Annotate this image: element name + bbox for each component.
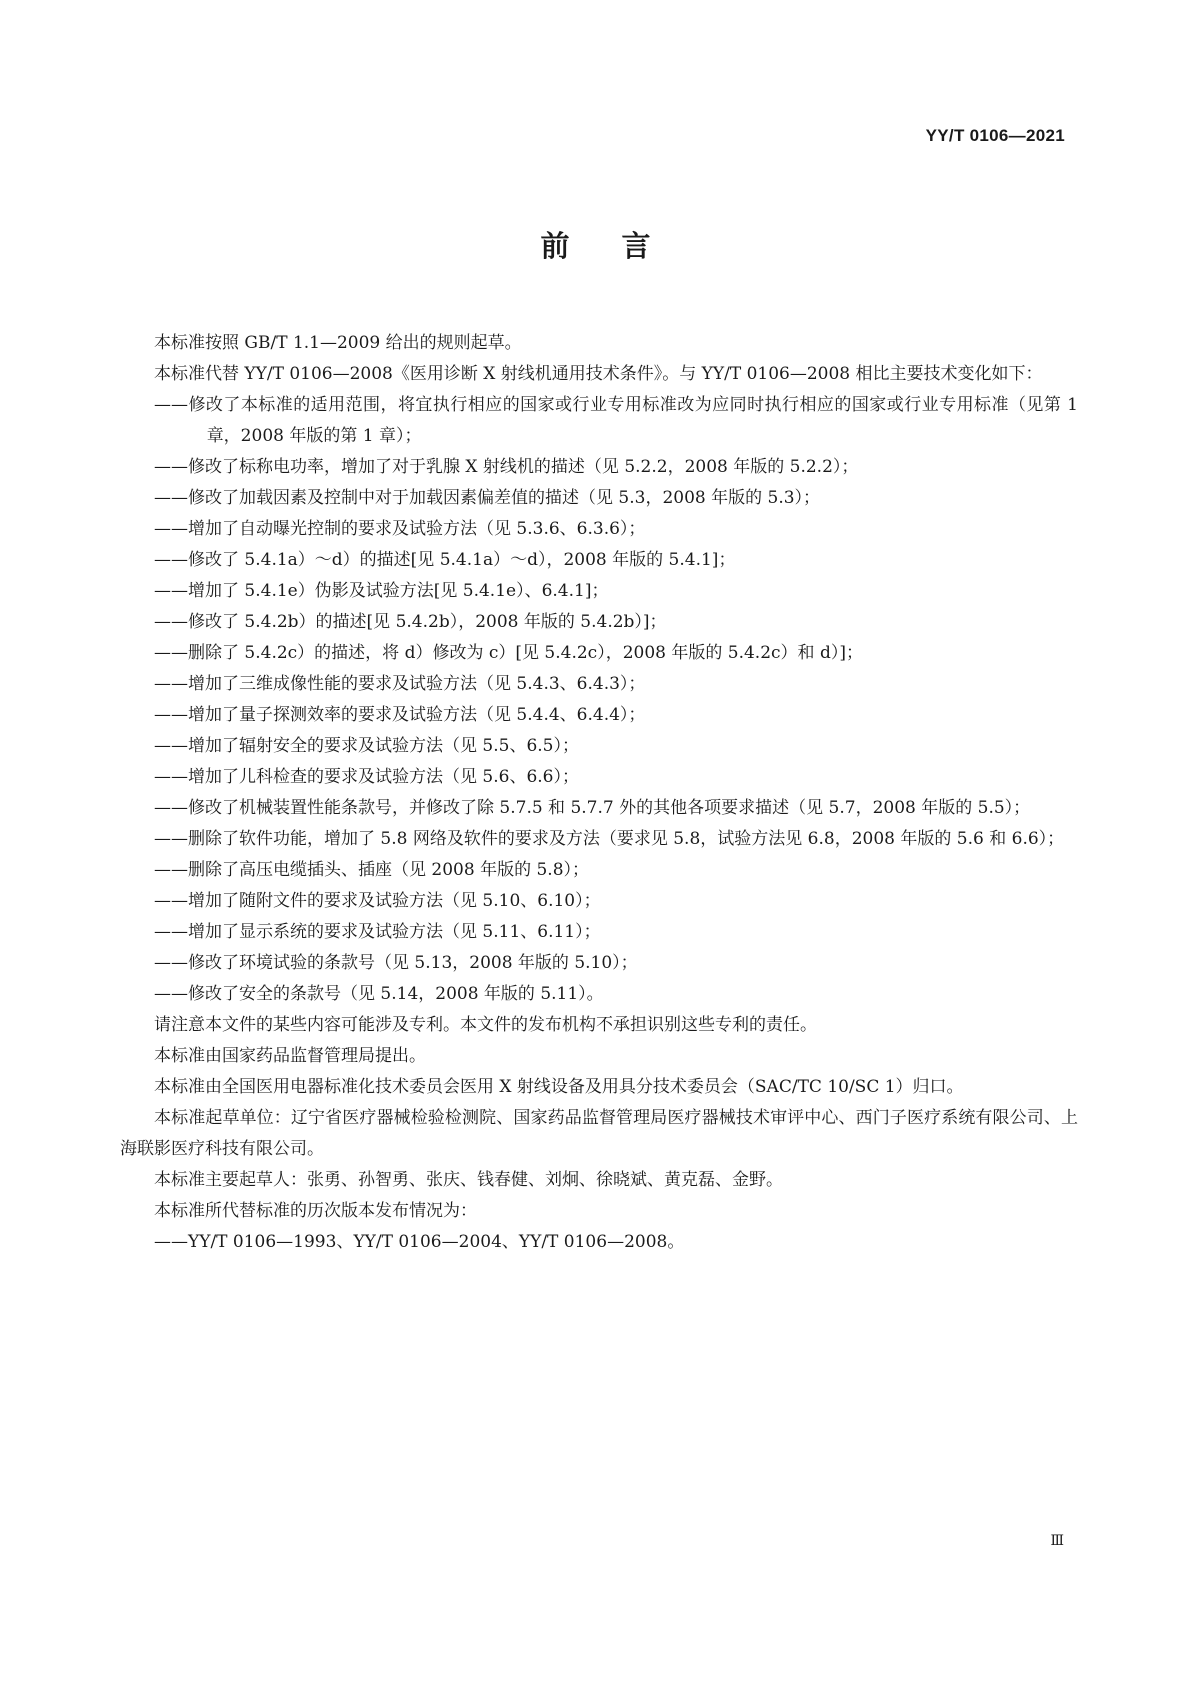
paragraph-drafting-units: 本标准起草单位：辽宁省医疗器械检验检测院、国家药品监督管理局医疗器械技术审评中心、西门子医疗系统有限公司、上海联影医疗科技有限公司。 [120, 1108, 1078, 1159]
change-item: ——修改了安全的条款号（见 5.14，2008 年版的 5.11）。 [154, 984, 604, 1004]
change-item: ——修改了机械装置性能条款号，并修改了除 5.7.5 和 5.7.7 外的其他各项要求描述（见 5.7，2008 年版的 5.5）； [154, 798, 1031, 818]
paragraph-proposer: 本标准由国家药品监督管理局提出。 [154, 1046, 426, 1066]
change-item: ——增加了显示系统的要求及试验方法（见 5.11、6.11）； [154, 922, 601, 942]
change-item: ——修改了本标准的适用范围，将宜执行相应的国家或行业专用标准改为应同时执行相应的国家或行业专用标准（见第 1 章，2008 年版的第 1 章）； [154, 395, 1078, 446]
paragraph-patent-notice: 请注意本文件的某些内容可能涉及专利。本文件的发布机构不承担识别这些专利的责任。 [154, 1015, 817, 1035]
change-item: ——增加了自动曝光控制的要求及试验方法（见 5.3.6、6.3.6）； [154, 519, 646, 539]
change-item: ——删除了软件功能，增加了 5.8 网络及软件的要求及方法（要求见 5.8，试验方法见 6.8，2008 年版的 5.6 和 6.6）； [154, 829, 1065, 849]
paragraph-replacement: 本标准代替 YY/T 0106—2008《医用诊断 X 射线机通用技术条件》。与 YY/T 0106—2008 相比主要技术变化如下： [154, 364, 1043, 384]
change-item: ——增加了辐射安全的要求及试验方法（见 5.5、6.5）； [154, 736, 579, 756]
change-item: ——修改了 5.4.2b）的描述[见 5.4.2b），2008 年版的 5.4.2b）]； [154, 612, 667, 632]
change-item: ——修改了标称电功率，增加了对于乳腺 X 射线机的描述（见 5.2.2，2008 年版的 5.2.2）； [154, 457, 859, 477]
paragraph-drafting-rules: 本标准按照 GB/T 1.1—2009 给出的规则起草。 [154, 333, 522, 353]
change-item: ——删除了高压电缆插头、插座（见 2008 年版的 5.8）； [154, 860, 590, 880]
change-item: ——修改了加载因素及控制中对于加载因素偏差值的描述（见 5.3，2008 年版的 5.3）； [154, 488, 821, 508]
change-item: ——增加了儿科检查的要求及试验方法（见 5.6、6.6）； [154, 767, 579, 787]
paragraph-history-intro: 本标准所代替标准的历次版本发布情况为： [154, 1201, 477, 1221]
change-item: ——修改了环境试验的条款号（见 5.13，2008 年版的 5.10）； [154, 953, 638, 973]
change-item: ——增加了三维成像性能的要求及试验方法（见 5.4.3、6.4.3）； [154, 674, 646, 694]
paragraph-drafters: 本标准主要起草人：张勇、孙智勇、张庆、钱春健、刘炯、徐晓斌、黄克磊、金野。 [154, 1170, 783, 1190]
page-number: Ⅲ [1050, 1533, 1064, 1549]
change-item: ——增加了量子探测效率的要求及试验方法（见 5.4.4、6.4.4）； [154, 705, 646, 725]
change-item: ——增加了 5.4.1e）伪影及试验方法[见 5.4.1e）、6.4.1]； [154, 581, 609, 601]
paragraph-committee: 本标准由全国医用电器标准化技术委员会医用 X 射线设备及用具分技术委员会（SAC/TC 10/SC 1）归口。 [154, 1077, 964, 1097]
change-item: ——删除了 5.4.2c）的描述，将 d）修改为 c）[见 5.4.2c），2008 年版的 5.4.2c）和 d）]； [154, 643, 863, 663]
standard-code-header: YY/T 0106—2021 [925, 126, 1065, 145]
history-item: ——YY/T 0106—1993、YY/T 0106—2004、YY/T 0106—2008。 [154, 1232, 685, 1252]
change-item: ——增加了随附文件的要求及试验方法（见 5.10、6.10）； [154, 891, 601, 911]
change-item: ——修改了 5.4.1a）～d）的描述[见 5.4.1a）～d），2008 年版的 5.4.1]； [154, 550, 736, 570]
foreword-body [120, 328, 1078, 1258]
page-title: 前言 [540, 229, 703, 263]
